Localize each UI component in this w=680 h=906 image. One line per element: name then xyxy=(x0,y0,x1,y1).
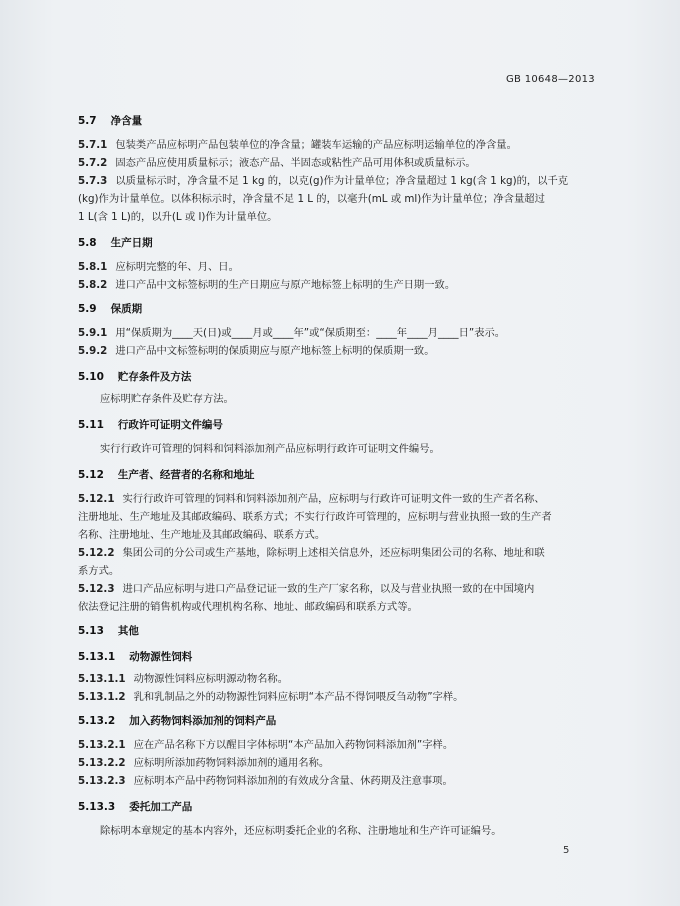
clause-5-7-1: 5.7.1 包装类产品应标明产品包装单位的净含量；罐装车运输的产品应标明运输单位的净含量。 xyxy=(78,139,517,151)
clause-5-7-3-line2: (kg)作为计量单位。以体积标示时，净含量不足 1 L 的，以毫升(mL 或 ml)作为计量单位；净含量超过 xyxy=(78,193,545,205)
section-heading-5-13: 5.13 其他 xyxy=(78,625,139,637)
clause-5-7-3-line3: 1 L(含 1 L)的，以升(L 或 l)作为计量单位。 xyxy=(78,211,278,223)
clause-5-12-1-line2: 注册地址、生产地址及其邮政编码、联系方式；不实行行政许可管理的，应标明与营业执照一致的生产者 xyxy=(78,511,552,523)
section-heading-5-8: 5.8 生产日期 xyxy=(78,237,153,249)
section-heading-5-12: 5.12 生产者、经营者的名称和地址 xyxy=(78,469,255,481)
clause-5-11-text: 实行行政许可管理的饲料和饲料添加剂产品应标明行政许可证明文件编号。 xyxy=(100,443,440,455)
subheading-5-13-2: 5.13.2 加入药物饲料添加剂的饲料产品 xyxy=(78,715,277,727)
section-heading-5-9: 5.9 保质期 xyxy=(78,303,143,315)
section-heading-5-11: 5.11 行政许可证明文件编号 xyxy=(78,419,223,431)
clause-5-13-2-1: 5.13.2.1 应在产品名称下方以醒目字体标明“本产品加入药物饲料添加剂”字样。 xyxy=(78,739,454,751)
clause-5-9-2: 5.9.2 进口产品中文标签标明的保质期应与原产地标签上标明的保质期一致。 xyxy=(78,345,435,357)
clause-5-7-2: 5.7.2 固态产品应使用质量标示；液态产品、半固态或粘性产品可用体积或质量标示。 xyxy=(78,157,476,169)
clause-5-10-text: 应标明贮存条件及贮存方法。 xyxy=(100,393,234,405)
clause-5-12-2-line2: 系方式。 xyxy=(78,565,120,577)
page-number: 5 xyxy=(563,845,570,856)
clause-5-12-3-line2: 依法登记注册的销售机构或代理机构名称、地址、邮政编码和联系方式等。 xyxy=(78,601,418,613)
clause-5-8-2: 5.8.2 进口产品中文标签标明的生产日期应与原产地标签上标明的生产日期一致。 xyxy=(78,279,456,291)
clause-5-13-1-2: 5.13.1.2 乳和乳制品之外的动物源性饲料应标明“本产品不得饲喂反刍动物”字样。 xyxy=(78,691,464,703)
clause-5-7-3: 5.7.3 以质量标示时，净含量不足 1 kg 的，以克(g)作为计量单位；净含量超过 1 kg(含 1 kg)的，以千克 xyxy=(78,175,569,187)
clause-5-12-3: 5.12.3 进口产品应标明与进口产品登记证一致的生产厂家名称，以及与营业执照一致的在中国境内 xyxy=(78,583,535,595)
section-heading-5-10: 5.10 贮存条件及方法 xyxy=(78,371,192,383)
clause-5-9-1: 5.9.1 用“保质期为____天(日)或____月或____年”或“保质期至：____年____月____日”表示。 xyxy=(78,327,506,339)
clause-5-12-2: 5.12.2 集团公司的分公司或生产基地，除标明上述相关信息外，还应标明集团公司的名称、地址和联 xyxy=(78,547,545,559)
clause-5-12-1: 5.12.1 实行行政许可管理的饲料和饲料添加剂产品，应标明与行政许可证明文件一致的生产者名称、 xyxy=(78,493,545,505)
clause-5-13-2-3: 5.13.2.3 应标明本产品中药物饲料添加剂的有效成分含量、休药期及注意事项。 xyxy=(78,775,453,787)
standard-code: GB 10648—2013 xyxy=(506,74,595,85)
clause-5-13-3-text: 除标明本章规定的基本内容外，还应标明委托企业的名称、注册地址和生产许可证编号。 xyxy=(100,825,502,837)
section-heading-5-7: 5.7 净含量 xyxy=(78,115,143,127)
clause-5-13-1-1: 5.13.1.1 动物源性饲料应标明源动物名称。 xyxy=(78,673,289,685)
clause-5-8-1: 5.8.1 应标明完整的年、月、日。 xyxy=(78,261,239,273)
clause-5-12-1-line3: 名称、注册地址、生产地址及其邮政编码、联系方式。 xyxy=(78,529,326,541)
clause-5-13-2-2: 5.13.2.2 应标明所添加药物饲料添加剂的通用名称。 xyxy=(78,757,330,769)
subheading-5-13-3: 5.13.3 委托加工产品 xyxy=(78,801,193,813)
subheading-5-13-1: 5.13.1 动物源性饲料 xyxy=(78,651,193,663)
